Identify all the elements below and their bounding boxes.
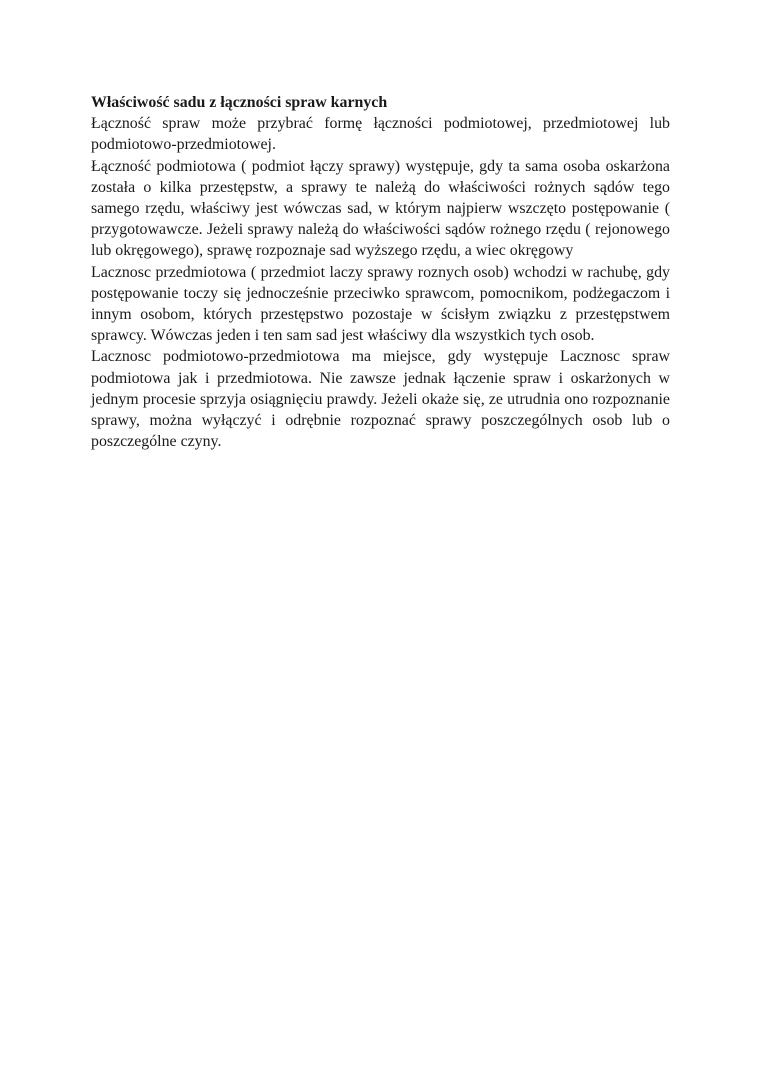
paragraph-mixed-joinder: Lacznosc podmiotowo-przedmiotowa ma miejsce, gdy występuje Lacznosc spraw podmiotowa jak i przedmiotowa. Nie zawsze jednak łączenie spraw i oskarżonych w jednym procesie sprzyja osiągnięciu prawdy. Jeżeli okaże się, ze utrudnia ono rozpoznanie sprawy, można wyłączyć i odrębnie rozpoznać sprawy poszczególnych osob lub o poszczególne czyny.: [91, 348, 670, 451]
paragraph-subjective-joinder: Łączność podmiotowa ( podmiot łączy sprawy) występuje, gdy ta sama osoba oskarżona została o kilka przestępstw, a sprawy te należą do właściwości rożnych sądów tego samego rzędu, właściwy jest wówczas sad, w którym najpierw wszczęto postępowanie ( przygotowawcze. Jeżeli sprawy należą do właściwości sądów rożnego rzędu ( rejonowego lub okręgowego), sprawę rozpoznaje sad wyższego rzędu, a wiec okręgowy: [91, 157, 670, 260]
paragraph-objective-joinder: Lacznosc przedmiotowa ( przedmiot laczy sprawy roznych osob) wchodzi w rachubę, gdy postępowanie toczy się jednocześnie przeciwko sprawcom, pomocnikom, podżegaczom i innym osobom, których przestępstwo pozostaje w ścisłym związku z przestępstwem sprawcy. Wówczas jeden i ten sam sad jest właściwy dla wszystkich tych osob.: [91, 263, 670, 345]
document-page: [91, 92, 670, 452]
document-title: Właściwość sadu z łączności spraw karnych: [91, 94, 388, 111]
paragraph-forms-of-joinder: Łączność spraw może przybrać formę łączności podmiotowej, przedmiotowej lub podmiotowo-przedmiotowej.: [91, 115, 670, 154]
